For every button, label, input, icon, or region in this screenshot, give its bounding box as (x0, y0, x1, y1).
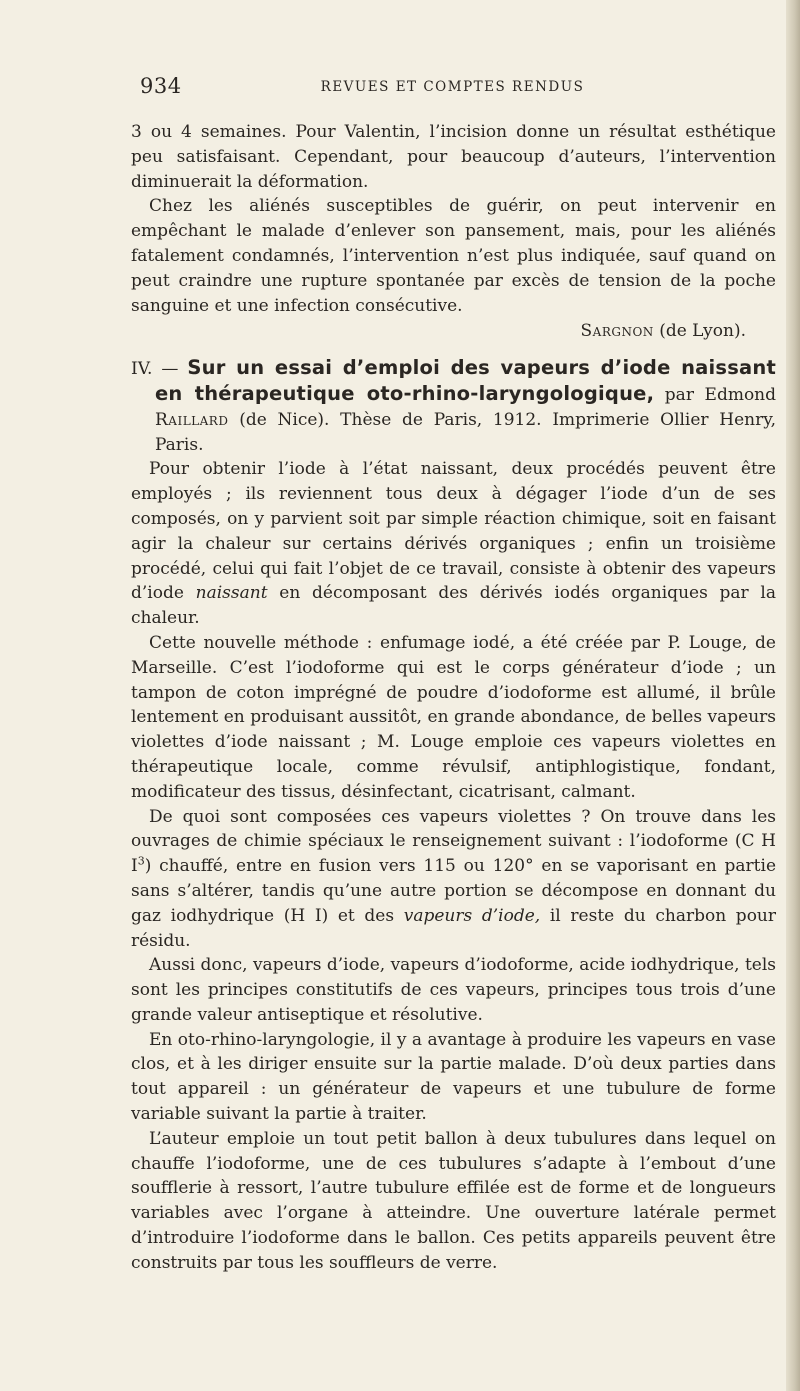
paragraph-text: il reste du charbon pour résidu. (131, 905, 777, 951)
paragraph (131, 805, 776, 954)
paragraph: L’auteur emploie un tout petit ballon à deux tubulures dans lequel on chauffe l’iodoforme, une de ces tubulures s’adapte à l’embout d’une soufflerie à ressort, l’autre tubulure effilée est de forme et de longueurs variables avec l’organe à atteindre. Une ouverture latérale permet d’introduire l’iodoforme dans le ballon. Ces petits appareils peuvent être construits par tous les souffleurs de verre. (131, 1128, 776, 1273)
review-heading (131, 356, 776, 457)
paragraph: En oto-rhino-laryngologie, il y a avantage à produire les vapeurs en vase clos, et à les diriger ensuite sur la partie malade. D’où deux parties dans tout appareil : un générateur de vapeurs et une tubulure de forme variable suivant la partie à traiter. (131, 1029, 776, 1125)
review-title: Sur un essai d’emploi des vapeurs d’iode naissant en thérapeutique oto-rhino-laryngologique, (155, 356, 776, 405)
review-author: Raillard (155, 409, 229, 430)
page-edge-shadow (786, 0, 800, 1391)
signature-place: (de Lyon). (659, 321, 746, 342)
review-number: IV. — (131, 359, 179, 380)
signature (131, 319, 776, 344)
paragraph-text: ) chauffé, entre en fusion vers 115 ou 120° en se vaporisant en partie sans s’altérer, tandis qu’une autre portion se décompose en donnant du gaz iodhydrique (H I) et des (131, 856, 776, 926)
emphasis: naissant (195, 583, 268, 604)
review-citation: (de Nice). Thèse de Paris, 1912. Imprimerie Ollier Henry, Paris. (155, 409, 776, 455)
superscript: 3 (137, 854, 145, 868)
paragraph: 3 ou 4 semaines. Pour Valentin, l’incision donne un résultat esthétique peu satisfaisant. Cependant, pour beaucoup d’auteurs, l’intervention diminuerait la déformation. (131, 122, 776, 192)
emphasis: vapeurs d’iode, (403, 905, 541, 926)
paragraph: Cette nouvelle méthode : enfumage iodé, a été créée par P. Louge, de Marseille. C’est l’iodoforme qui est le corps générateur d’iode ; un tampon de coton imprégné de poudre d’iodoforme est allumé, il brûle lentement en produisant aussitôt, en grande abondance, de belles vapeurs violettes d’iode naissant ; M. Louge emploie ces vapeurs violettes en thérapeutique locale, comme révulsif, antiphlogistique, fondant, modificateur des tissus, désinfectant, cicatrisant, calmant. (131, 632, 776, 802)
paragraph-text: Pour obtenir l’iode à l’état naissant, deux procédés peuvent être employés ; ils reviennent tous deux à dégager l’iode d’un de ses composés, on y parvient soit par simple réaction chimique, soit en faisant agir la chaleur sur certains dérivés organiques ; enfin un troisième procédé, celui qui fait l’objet de ce travail, consiste à obtenir des vapeurs d’iode (131, 459, 776, 604)
paragraph: Chez les aliénés susceptibles de guérir, on peut intervenir en empêchant le malade d’enlever son pansement, mais, pour les aliénés fatalement condamnés, l’intervention n’est plus indiquée, sauf quand on peut craindre une rupture spontanée par excès de tension de la poche sanguine et une infection consécutive. (131, 196, 776, 316)
page-body (131, 120, 776, 1276)
page-number: 934 (140, 74, 182, 98)
signature-name: Sargnon (580, 321, 654, 342)
page-header (130, 74, 775, 104)
paragraph-text: De quoi sont composées ces vapeurs violettes ? On trouve dans les ouvrages de chimie spéciaux le renseignement suivant : l’iodoforme (C H I (131, 806, 776, 877)
review-by: par Edmond (664, 384, 777, 405)
paragraph: Aussi donc, vapeurs d’iode, vapeurs d’iodoforme, acide iodhydrique, tels sont les principes constitutifs de ces vapeurs, principes tous trois d’une grande valeur antiseptique et résolutive. (131, 955, 776, 1025)
running-head: REVUES ET COMPTES RENDUS (320, 79, 585, 95)
paragraph-text: en décomposant des dérivés iodés organiques par la chaleur. (131, 583, 776, 629)
paragraph (131, 457, 776, 631)
